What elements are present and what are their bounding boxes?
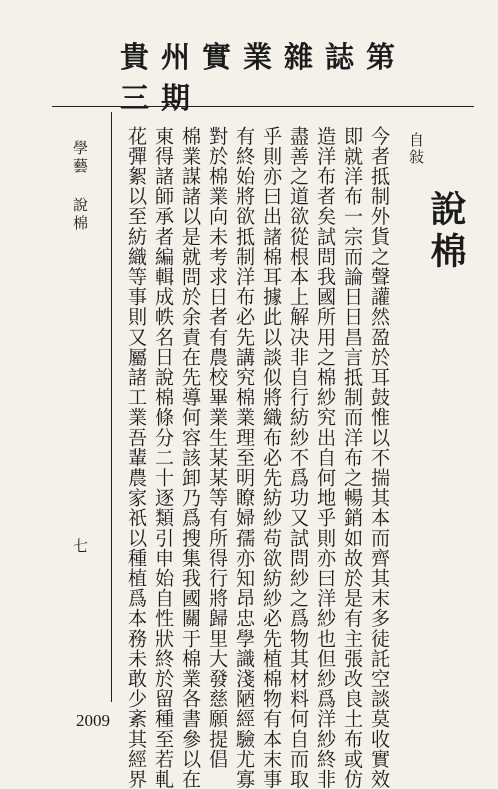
body-column-7: 對於棉業向未考求日者有農校畢業生某某等有所得行將歸里大發慈願提倡 [206, 126, 230, 770]
body-column-2: 即就洋布一宗而論日日昌言抵制而洋布之暢銷如故於是有主張改良土布或仿 [341, 126, 365, 789]
margin-section-label: 學藝 說棉 [71, 140, 89, 233]
body-column-8: 棉業謀諸以是就問於余責在先導何容該卸乃爲搜集我國關于棉業各書參以在 [179, 126, 203, 789]
article-title: 說棉 [425, 190, 467, 274]
body-column-10: 花彈絮以至紡織等事則又屬諸工業吾輩農家祇以種植爲本務未敢少紊其經界 [125, 126, 149, 789]
author-note: 自敍 [407, 132, 425, 166]
body-column-5: 乎則亦曰出諸棉耳據此以談似將織布必先紡紗苟欲紡紗必先植棉物有本末事 [260, 126, 284, 789]
body-column-9: 東得諸師承者編輯成帙名日說棉條分二十逐類引申始自性狀終於留種至若軋 [152, 126, 176, 789]
body-column-6: 有終始將欲抵制洋布必先講究棉業理至明瞭婦孺亦知昂忠學識淺陋經驗尤寡 [233, 126, 257, 789]
header-rule [52, 106, 474, 107]
body-column-4: 盡善之道欲從根本上解决非自行紡紗不爲功又試問紗之爲物其材料何自而取 [287, 126, 311, 789]
margin-page-char: 七 [71, 538, 89, 556]
body-column-1: 今者抵制外貨之聲讙然盈於耳鼓惟以不揣其本而齊其末多徒託空談莫收實效 [368, 126, 392, 789]
body-column-3: 造洋布者矣試問我國所用之棉紗究出自何地乎則亦曰洋紗也但紗爲洋紗終非 [314, 126, 338, 789]
page-number: 2009 [76, 711, 110, 730]
journal-header-title: 貴州實業雜誌第三期 [120, 40, 408, 115]
margin-rule [111, 112, 112, 702]
